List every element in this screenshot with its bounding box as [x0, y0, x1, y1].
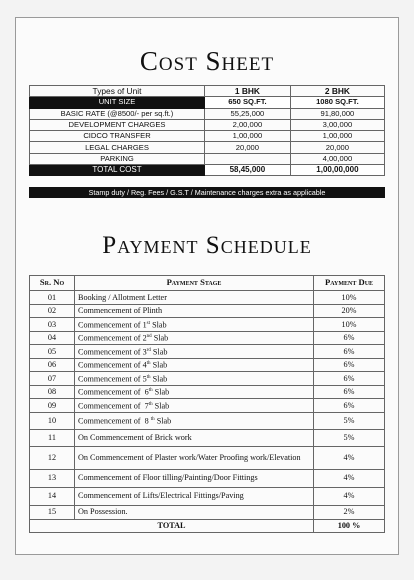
- cost-row-col2: 3,00,000: [290, 119, 384, 130]
- row-due: 10%: [314, 291, 385, 305]
- row-stage: On Commencement of Brick work: [75, 429, 314, 446]
- row-stage: Commencement of 6th Slab: [75, 385, 314, 399]
- row-stage: On Possession.: [75, 505, 314, 519]
- total-cost-label: TOTAL COST: [30, 165, 205, 176]
- payment-row: [30, 446, 385, 469]
- cost-header-row: [30, 86, 385, 97]
- row-stage: Commencement of Plinth: [75, 304, 314, 318]
- row-due: 5%: [314, 429, 385, 446]
- row-sr: 13: [30, 469, 75, 487]
- payment-row: [30, 399, 385, 413]
- cost-row-col1: 2,00,000: [205, 119, 291, 130]
- cost-row: [30, 131, 385, 142]
- cost-sheet-table: [29, 85, 385, 176]
- row-due: 6%: [314, 399, 385, 413]
- row-sr: 01: [30, 291, 75, 305]
- row-due: 20%: [314, 304, 385, 318]
- unit-size-row: [30, 97, 385, 108]
- row-stage: Commencement of 8 $^{th}$ Slab: [75, 412, 314, 429]
- cost-row-col1: 1,00,000: [205, 131, 291, 142]
- total-cost-col1: 58,45,000: [205, 165, 291, 176]
- row-sr: 02: [30, 304, 75, 318]
- row-stage: Commencement of 5th Slab: [75, 372, 314, 386]
- row-due: 6%: [314, 345, 385, 359]
- payment-row: [30, 318, 385, 332]
- cost-row-label: PARKING: [30, 153, 205, 164]
- row-sr: 10: [30, 412, 75, 429]
- row-due: 10%: [314, 318, 385, 332]
- row-stage: Commencement of 4th Slab: [75, 358, 314, 372]
- row-due: 4%: [314, 469, 385, 487]
- payment-header-row: [30, 276, 385, 291]
- row-stage: Commencement of 1st Slab: [75, 318, 314, 332]
- payment-row: [30, 469, 385, 487]
- payment-row: [30, 429, 385, 446]
- header-payment-stage: Payment Stage: [75, 276, 314, 291]
- row-due: 2%: [314, 505, 385, 519]
- row-stage: Commencement of 7th Slab: [75, 399, 314, 413]
- cost-row-label: CIDCO TRANSFER: [30, 131, 205, 142]
- row-stage: Commencement of Lifts/Electrical Fittings/Paving: [75, 487, 314, 505]
- row-sr: 09: [30, 399, 75, 413]
- row-sr: 05: [30, 345, 75, 359]
- row-stage: Commencement of Floor tilling/Painting/Door Fittings: [75, 469, 314, 487]
- header-payment-due: Payment Due: [314, 276, 385, 291]
- row-due: 5%: [314, 412, 385, 429]
- cost-row-label: DEVELOPMENT CHARGES: [30, 119, 205, 130]
- row-sr: 04: [30, 331, 75, 345]
- cost-row: [30, 142, 385, 153]
- unit-size-label: UNIT SIZE: [30, 97, 205, 108]
- cost-row-col2: 1,00,000: [290, 131, 384, 142]
- row-sr: 15: [30, 505, 75, 519]
- row-due: 4%: [314, 487, 385, 505]
- cost-row-col2: 4,00,000: [290, 153, 384, 164]
- row-due: 4%: [314, 446, 385, 469]
- payment-row: [30, 412, 385, 429]
- total-due: 100 %: [314, 519, 385, 532]
- cost-sheet-title: Cost Sheet: [139, 46, 275, 76]
- row-due: 6%: [314, 385, 385, 399]
- header-col2: 2 BHK: [290, 86, 384, 97]
- row-sr: 03: [30, 318, 75, 332]
- payment-total-row: [30, 519, 385, 532]
- row-due: 6%: [314, 331, 385, 345]
- header-sr-no: Sr. No: [30, 276, 75, 291]
- cost-row-label: LEGAL CHARGES: [30, 142, 205, 153]
- unit-size-col1: 650 SQ.FT.: [205, 97, 291, 108]
- cost-row-label: BASIC RATE (@8500/- per sq.ft.): [30, 108, 205, 119]
- cost-row-col1: 55,25,000: [205, 108, 291, 119]
- cost-row: [30, 108, 385, 119]
- row-stage: Booking / Allotment Letter: [75, 291, 314, 305]
- payment-row: [30, 487, 385, 505]
- payment-row: [30, 505, 385, 519]
- header-col1: 1 BHK: [205, 86, 291, 97]
- cost-row-col1: [205, 153, 291, 164]
- row-stage: On Commencement of Plaster work/Water Proofing work/Elevation: [75, 446, 314, 469]
- header-label: Types of Unit: [30, 86, 205, 97]
- payment-row: [30, 358, 385, 372]
- total-cost-row: [30, 165, 385, 176]
- payment-row: [30, 345, 385, 359]
- cost-row-col1: 20,000: [205, 142, 291, 153]
- row-due: 6%: [314, 358, 385, 372]
- payment-schedule-title: Payment Schedule: [102, 232, 312, 259]
- payment-schedule-table: [29, 275, 385, 533]
- cost-row: [30, 153, 385, 164]
- row-sr: 11: [30, 429, 75, 446]
- unit-size-col2: 1080 SQ.FT.: [290, 97, 384, 108]
- total-cost-col2: 1,00,00,000: [290, 165, 384, 176]
- extra-charges-note: Stamp duty / Reg. Fees / G.S.T / Maintenance charges extra as applicable: [29, 187, 385, 198]
- total-label: TOTAL: [30, 519, 314, 532]
- row-sr: 14: [30, 487, 75, 505]
- row-stage: Commencement of 3rd Slab: [75, 345, 314, 359]
- payment-row: [30, 331, 385, 345]
- row-sr: 12: [30, 446, 75, 469]
- payment-row: [30, 385, 385, 399]
- payment-row: [30, 372, 385, 386]
- row-stage: Commencement of 2nd Slab: [75, 331, 314, 345]
- payment-row: [30, 291, 385, 305]
- row-due: 6%: [314, 372, 385, 386]
- cost-row-col2: 91,80,000: [290, 108, 384, 119]
- cost-row: [30, 119, 385, 130]
- row-sr: 06: [30, 358, 75, 372]
- row-sr: 07: [30, 372, 75, 386]
- payment-row: [30, 304, 385, 318]
- cost-row-col2: 20,000: [290, 142, 384, 153]
- row-sr: 08: [30, 385, 75, 399]
